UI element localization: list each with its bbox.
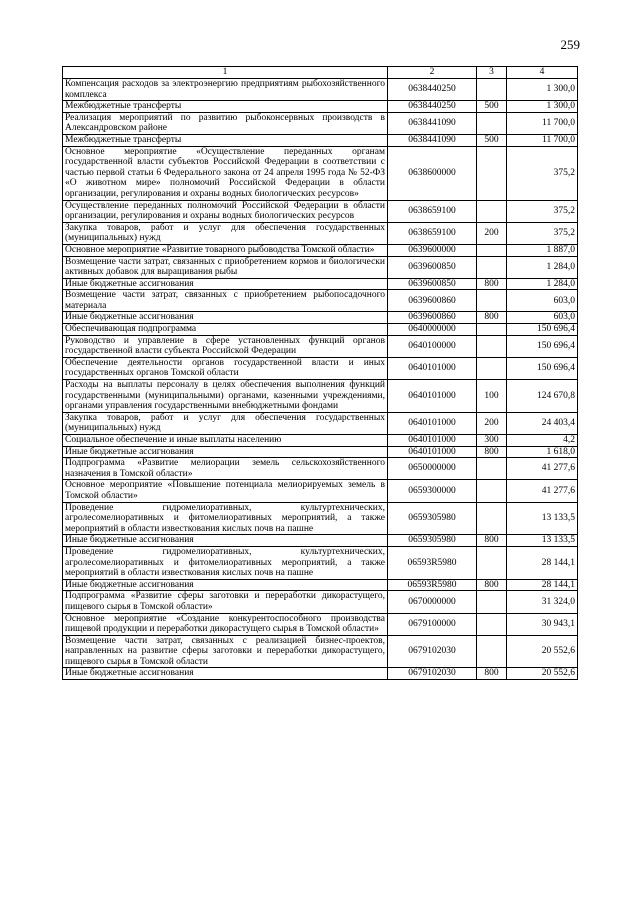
row-amount-cell: 20 552,6 — [507, 635, 578, 668]
row-code-cell: 0638440250 — [388, 101, 477, 113]
row-code-cell: 0640101000 — [388, 380, 477, 413]
row-type-cell — [477, 256, 507, 278]
row-amount-cell: 1 618,0 — [507, 446, 578, 458]
table-row — [63, 502, 578, 535]
table-row — [63, 290, 578, 312]
row-amount-cell: 13 133,5 — [507, 502, 578, 535]
table-row — [63, 357, 578, 379]
row-type-cell: 800 — [477, 446, 507, 458]
row-type-cell — [477, 290, 507, 312]
table-row — [63, 458, 578, 480]
row-amount-cell: 28 144,1 — [507, 546, 578, 579]
row-name-cell: Возмещение части затрат, связанных с приобретением рыбопосадочного материала — [63, 290, 388, 312]
row-amount-cell: 41 277,6 — [507, 480, 578, 502]
table-header — [63, 67, 578, 79]
table-row — [63, 635, 578, 668]
row-amount-cell: 603,0 — [507, 312, 578, 324]
row-type-cell: 200 — [477, 222, 507, 244]
row-type-cell: 300 — [477, 435, 507, 447]
row-amount-cell: 24 403,4 — [507, 412, 578, 434]
row-name-cell: Возмещение части затрат, связанных с приобретением кормов и биологически активных добавок для выращивания рыбы — [63, 256, 388, 278]
row-code-cell: 0650000000 — [388, 458, 477, 480]
row-type-cell — [477, 79, 507, 101]
row-amount-cell: 1 300,0 — [507, 79, 578, 101]
row-code-cell: 0638659100 — [388, 222, 477, 244]
row-name-cell: Основное мероприятие «Осуществление переданных органам государственной власти субъектов Российской Федерации в соответствии с частью первой статьи 6 Федерального закона от 24 апреля 1995 года № 52-ФЗ «О животном мире» полномочий Российской Федерации в области организации, регулирования и охраны водных биологических ресурсов» — [63, 146, 388, 200]
row-amount-cell: 41 277,6 — [507, 458, 578, 480]
row-amount-cell: 150 696,4 — [507, 335, 578, 357]
header-col-4: 4 — [507, 67, 578, 79]
row-code-cell: 0638440250 — [388, 79, 477, 101]
table-row — [63, 244, 578, 256]
row-amount-cell: 375,2 — [507, 222, 578, 244]
table-row — [63, 668, 578, 680]
row-name-cell: Обеспечение деятельности органов государственной власти и иных государственных органов Томской области — [63, 357, 388, 379]
row-amount-cell: 375,2 — [507, 146, 578, 200]
row-name-cell: Иные бюджетные ассигнования — [63, 579, 388, 591]
row-amount-cell: 4,2 — [507, 435, 578, 447]
row-name-cell: Основное мероприятие «Создание конкурентоспособного производства пищевой продукции и переработки дикорастущего сырья в Томской области» — [63, 613, 388, 635]
row-code-cell: 0640101000 — [388, 435, 477, 447]
row-code-cell: 0640100000 — [388, 335, 477, 357]
row-type-cell — [477, 112, 507, 134]
table-row — [63, 134, 578, 146]
table-row — [63, 435, 578, 447]
row-type-cell — [477, 480, 507, 502]
table-row — [63, 480, 578, 502]
table-row — [63, 546, 578, 579]
row-amount-cell: 124 670,8 — [507, 380, 578, 413]
table-row — [63, 101, 578, 113]
row-name-cell: Реализация мероприятий по развитию рыбоконсервных производств в Александровском районе — [63, 112, 388, 134]
row-amount-cell: 1 284,0 — [507, 278, 578, 290]
table-row — [63, 200, 578, 222]
table-body — [63, 79, 578, 680]
row-code-cell: 06593R5980 — [388, 579, 477, 591]
row-name-cell: Иные бюджетные ассигнования — [63, 446, 388, 458]
row-amount-cell: 11 700,0 — [507, 134, 578, 146]
table-row — [63, 146, 578, 200]
row-amount-cell: 30 943,1 — [507, 613, 578, 635]
table-row — [63, 535, 578, 547]
row-amount-cell: 1 887,0 — [507, 244, 578, 256]
row-name-cell: Подпрограмма «Развитие сферы заготовки и переработки дикорастущего, пищевого сырья в Томской области» — [63, 591, 388, 613]
table-row — [63, 613, 578, 635]
row-type-cell: 500 — [477, 101, 507, 113]
row-code-cell: 0639600000 — [388, 244, 477, 256]
row-code-cell: 0659305980 — [388, 502, 477, 535]
row-code-cell: 0638600000 — [388, 146, 477, 200]
row-code-cell: 0638441090 — [388, 112, 477, 134]
budget-table — [62, 66, 578, 680]
row-type-cell: 100 — [477, 380, 507, 413]
row-type-cell: 800 — [477, 668, 507, 680]
table-row — [63, 79, 578, 101]
row-name-cell: Обеспечивающая подпрограмма — [63, 324, 388, 336]
row-name-cell: Межбюджетные трансферты — [63, 101, 388, 113]
table-row — [63, 591, 578, 613]
row-name-cell: Основное мероприятие «Развитие товарного рыбоводства Томской области» — [63, 244, 388, 256]
row-code-cell: 0639600850 — [388, 278, 477, 290]
table-row — [63, 380, 578, 413]
row-amount-cell: 1 284,0 — [507, 256, 578, 278]
row-name-cell: Основное мероприятие «Повышение потенциала мелиорируемых земель в Томской области» — [63, 480, 388, 502]
row-type-cell — [477, 635, 507, 668]
row-type-cell — [477, 357, 507, 379]
row-type-cell — [477, 200, 507, 222]
row-amount-cell: 150 696,4 — [507, 357, 578, 379]
row-amount-cell: 11 700,0 — [507, 112, 578, 134]
row-name-cell: Компенсация расходов за электроэнергию предприятиям рыбохозяйственного комплекса — [63, 79, 388, 101]
row-name-cell: Осуществление переданных полномочий Российской Федерации в области организации, регулирования и охраны водных биологических ресурсов — [63, 200, 388, 222]
row-type-cell — [477, 146, 507, 200]
row-name-cell: Возмещение части затрат, связанных с реализацией бизнес-проектов, направленных на развитие сферы заготовки и переработки дикорастущего, пищевого сырья в Томской области — [63, 635, 388, 668]
table-row — [63, 412, 578, 434]
row-amount-cell: 13 133,5 — [507, 535, 578, 547]
row-name-cell: Закупка товаров, работ и услуг для обеспечения государственных (муниципальных) нужд — [63, 412, 388, 434]
row-name-cell: Проведение гидромелиоративных, культуртехнических, агролесомелиоративных и фитомелиоративных мероприятий, а также мероприятий в области известкования кислых почв на пашне — [63, 546, 388, 579]
row-name-cell: Проведение гидромелиоративных, культуртехнических, агролесомелиоративных и фитомелиоративных мероприятий, а также мероприятий в области известкования кислых почв на пашне — [63, 502, 388, 535]
header-col-2: 2 — [388, 67, 477, 79]
row-code-cell: 0659305980 — [388, 535, 477, 547]
row-name-cell: Закупка товаров, работ и услуг для обеспечения государственных (муниципальных) нужд — [63, 222, 388, 244]
table-row — [63, 335, 578, 357]
row-name-cell: Социальное обеспечение и иные выплаты населению — [63, 435, 388, 447]
row-code-cell: 0639600860 — [388, 290, 477, 312]
row-name-cell: Иные бюджетные ассигнования — [63, 278, 388, 290]
row-name-cell: Расходы на выплаты персоналу в целях обеспечения выполнения функций государственными (муниципальными) органами, казенными учреждениями, органами управления государственными внебюджетными фондами — [63, 380, 388, 413]
row-code-cell: 0679102030 — [388, 635, 477, 668]
row-type-cell — [477, 324, 507, 336]
table-row — [63, 112, 578, 134]
row-type-cell — [477, 546, 507, 579]
row-code-cell: 0640101000 — [388, 446, 477, 458]
row-amount-cell: 31 324,0 — [507, 591, 578, 613]
row-amount-cell: 28 144,1 — [507, 579, 578, 591]
row-name-cell: Руководство и управление в сфере установленных функций органов государственной власти субъекта Российской Федерации — [63, 335, 388, 357]
row-name-cell: Иные бюджетные ассигнования — [63, 535, 388, 547]
row-name-cell: Межбюджетные трансферты — [63, 134, 388, 146]
row-amount-cell: 20 552,6 — [507, 668, 578, 680]
row-code-cell: 0638659100 — [388, 200, 477, 222]
table-row — [63, 222, 578, 244]
header-col-1: 1 — [63, 67, 388, 79]
row-type-cell — [477, 458, 507, 480]
row-type-cell — [477, 591, 507, 613]
row-amount-cell: 150 696,4 — [507, 324, 578, 336]
row-code-cell: 0670000000 — [388, 591, 477, 613]
row-code-cell: 0639600850 — [388, 256, 477, 278]
row-name-cell: Иные бюджетные ассигнования — [63, 312, 388, 324]
table-row — [63, 278, 578, 290]
row-type-cell — [477, 244, 507, 256]
row-code-cell: 0679102030 — [388, 668, 477, 680]
row-code-cell: 0679100000 — [388, 613, 477, 635]
row-code-cell: 0640101000 — [388, 412, 477, 434]
row-type-cell: 200 — [477, 412, 507, 434]
row-code-cell: 0639600860 — [388, 312, 477, 324]
row-name-cell: Иные бюджетные ассигнования — [63, 668, 388, 680]
table-row — [63, 324, 578, 336]
row-code-cell: 0659300000 — [388, 480, 477, 502]
row-type-cell: 800 — [477, 579, 507, 591]
row-code-cell: 0638441090 — [388, 134, 477, 146]
table-row — [63, 579, 578, 591]
row-type-cell: 800 — [477, 278, 507, 290]
row-type-cell — [477, 613, 507, 635]
row-code-cell: 06593R5980 — [388, 546, 477, 579]
row-amount-cell: 375,2 — [507, 200, 578, 222]
table-row — [63, 312, 578, 324]
row-name-cell: Подпрограмма «Развитие мелиорации земель сельскохозяйственного назначения в Томской области» — [63, 458, 388, 480]
row-code-cell: 0640000000 — [388, 324, 477, 336]
row-amount-cell: 1 300,0 — [507, 101, 578, 113]
table-row — [63, 446, 578, 458]
header-col-3: 3 — [477, 67, 507, 79]
header-row — [63, 67, 578, 79]
row-type-cell: 800 — [477, 312, 507, 324]
page-number: 259 — [560, 37, 580, 52]
row-amount-cell: 603,0 — [507, 290, 578, 312]
row-type-cell — [477, 335, 507, 357]
row-type-cell: 800 — [477, 535, 507, 547]
row-code-cell: 0640101000 — [388, 357, 477, 379]
row-type-cell — [477, 502, 507, 535]
table-row — [63, 256, 578, 278]
row-type-cell: 500 — [477, 134, 507, 146]
